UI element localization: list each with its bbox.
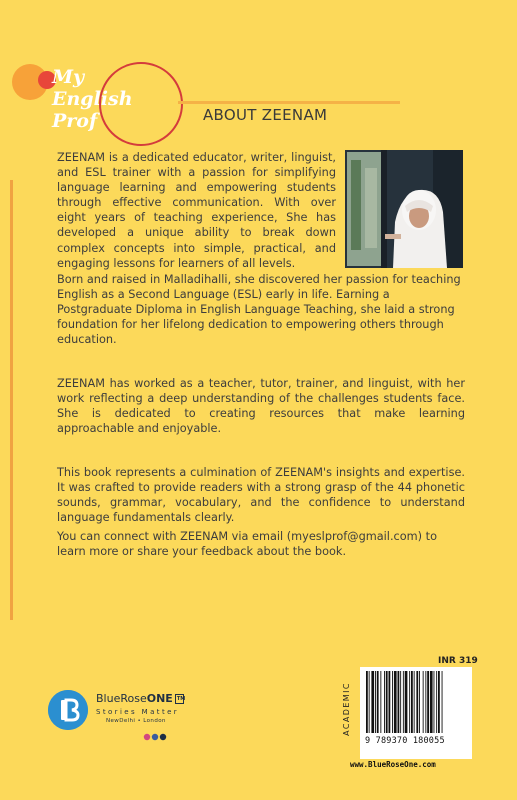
publisher-url: www.BlueRoseOne.com: [350, 760, 436, 769]
barcode-bar: [394, 671, 397, 733]
facebook-icon: [152, 734, 158, 740]
category-text: ACADEMIC: [342, 682, 351, 736]
twitter-icon: [160, 734, 166, 740]
category-label: [339, 674, 353, 744]
barcode-bar: [409, 671, 410, 733]
title-rule: [178, 101, 400, 104]
publisher-name: [96, 692, 184, 705]
barcode-bar: [414, 671, 415, 733]
barcode-bar: [425, 671, 426, 733]
barcode-bar: [366, 671, 368, 733]
social-icons: [143, 726, 167, 734]
barcode-bar: [423, 671, 424, 733]
barcode-bar: [419, 671, 420, 733]
barcode-bar: [398, 671, 400, 733]
price-label: INR 319: [438, 656, 478, 666]
barcode-bar: [389, 671, 391, 733]
barcode-bar: [380, 671, 381, 733]
barcode-bar: [400, 671, 401, 733]
publisher-locations: NewDelhi • London: [106, 718, 166, 724]
barcode-bar: [377, 671, 379, 733]
publisher-tagline: Stories Matter: [96, 708, 180, 716]
section-title: ABOUT ZEENAM: [203, 106, 328, 124]
contact-paragraph: You can connect with ZEENAM via email (myeslprof@gmail.com) to learn more or share your feedback about the book.: [57, 530, 438, 559]
barcode-bars: [360, 667, 472, 735]
about-paragraph-2: Born and raised in Malladihalli, she discovered her passion for teaching English as a Second Language (ESL) early in life. Earning a Postgraduate Diploma in English Language Teaching, she laid a strong foundation for her lifelong dedication to empowering others through education.: [57, 273, 461, 347]
publisher-name-regular: BlueRose: [96, 692, 147, 705]
barcode-bar: [436, 671, 437, 733]
logo-line-3: Prof: [52, 110, 98, 132]
barcode-bar: [371, 671, 374, 733]
barcode-bar: [369, 671, 370, 733]
about-paragraph-1: ZEENAM is a dedicated educator, writer, linguist, and ESL trainer with a passion for simplifying language learning and empowering students through effective communication. With over eight years of teaching experience, She has developed a unique ability to break down complex concepts into simple, practical, and engaging lessons for learners of all levels.: [57, 151, 336, 270]
barcode-bar: [430, 671, 433, 733]
barcode-bar: [392, 671, 393, 733]
logo-line-2: English: [52, 88, 133, 110]
barcode-bar: [442, 671, 443, 733]
publisher-logo: [48, 688, 238, 754]
logo-line-1: My: [52, 66, 85, 88]
barcode-bar: [384, 671, 385, 733]
barcode-bar: [403, 671, 404, 733]
instagram-icon: [144, 734, 150, 740]
barcode-bar: [405, 671, 408, 733]
about-paragraph-3: ZEENAM has worked as a teacher, tutor, trainer, and linguist, with her work reflecting a deep understanding of the challenges students face. She is dedicated to creating resources that make learning approachable and enjoyable.: [57, 377, 465, 436]
isbn-barcode: [360, 667, 472, 759]
barcode-bar: [416, 671, 418, 733]
barcode-bar: [386, 671, 388, 733]
my-english-prof-logo: [52, 66, 162, 132]
publisher-name-bold: ONE: [146, 692, 173, 705]
barcode-bar: [375, 671, 376, 733]
barcode-bar: [434, 671, 435, 733]
isbn-number: 9 789370 180055: [365, 736, 445, 746]
author-photo: [345, 150, 463, 268]
side-accent-rule: [10, 180, 13, 620]
barcode-bar: [427, 671, 429, 733]
about-paragraph-4: This book represents a culmination of ZEENAM's insights and expertise. It was crafted to provide readers with a strong grasp of the 44 phonetic sounds, grammar, vocabulary, and the confidence to understand language fundamentals clearly.: [57, 466, 465, 525]
barcode-bar: [411, 671, 413, 733]
barcode-bar: [438, 671, 440, 733]
publisher-badge: TM: [176, 696, 186, 702]
publisher-circle-icon: [48, 690, 88, 730]
